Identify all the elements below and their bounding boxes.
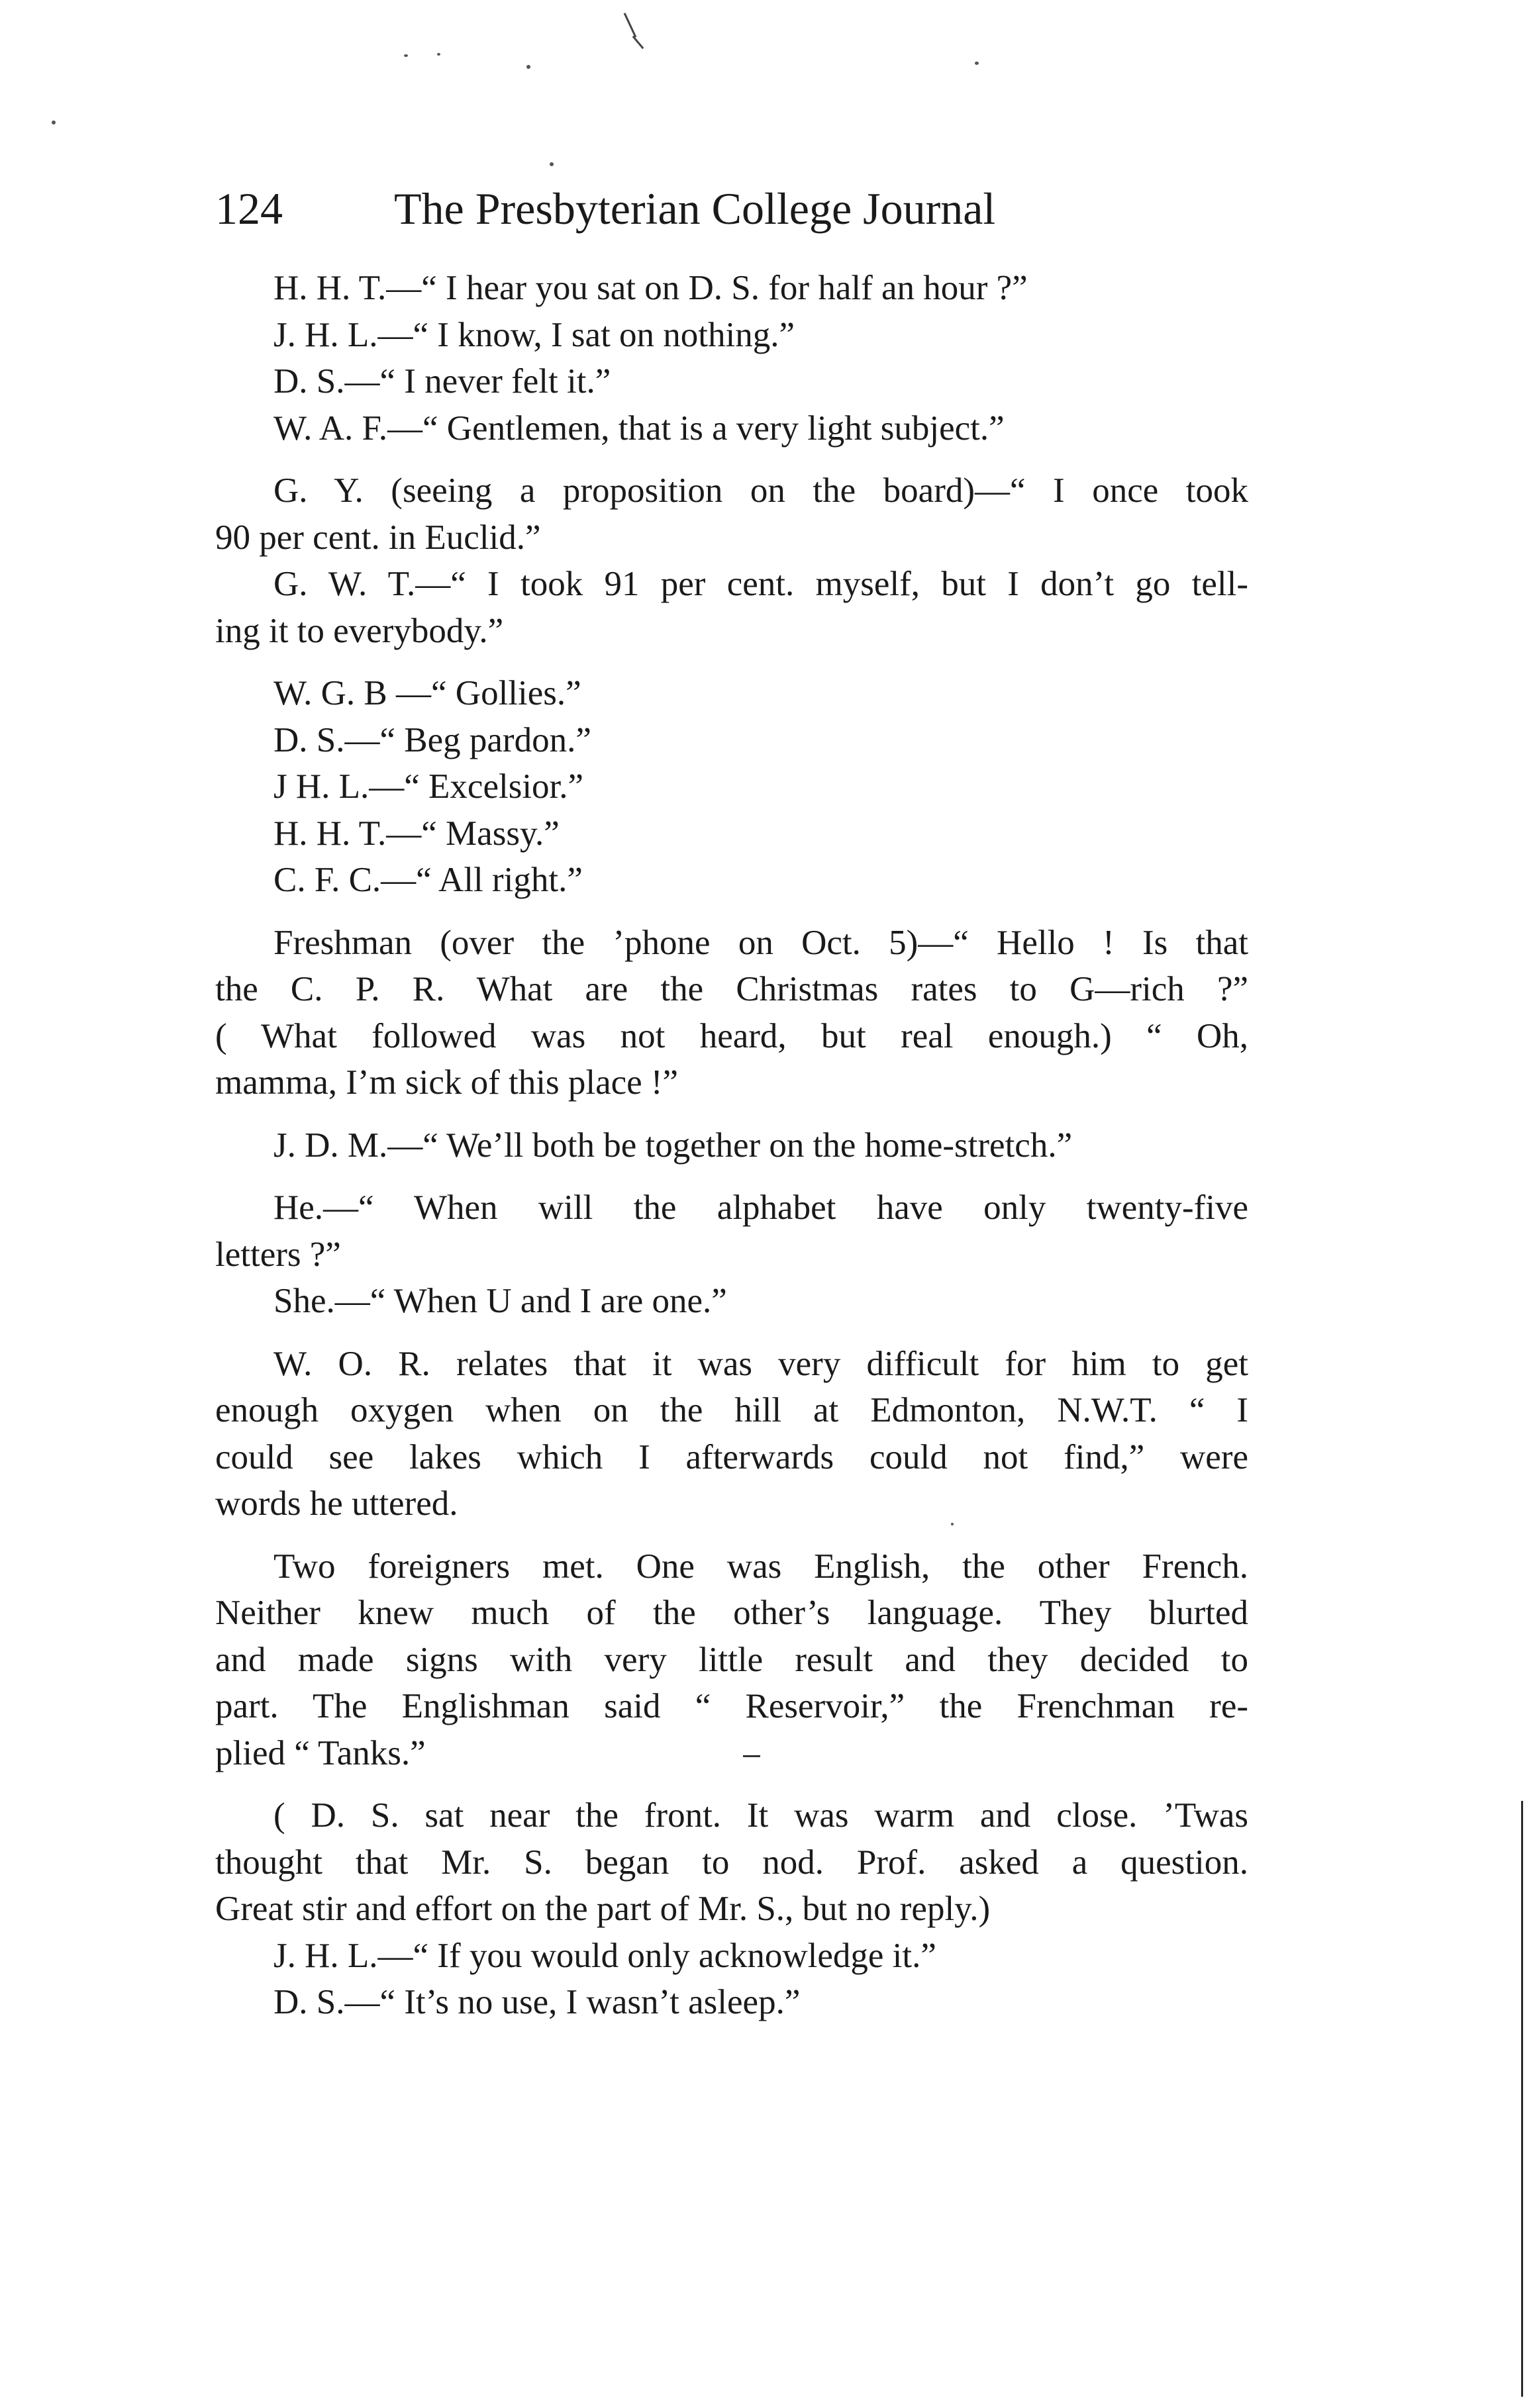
text-line: J. D. M.—“ We’ll both be together on the home-stretch.” (273, 1126, 1073, 1165)
text-line: letters ?” (215, 1235, 341, 1274)
text-line: Neither knew much of the other’s language. They blurted (215, 1594, 1248, 1632)
text-line: ( What followed was not heard, but real enough.) “ Oh, (215, 1016, 1248, 1055)
scan-speck (975, 62, 979, 65)
text-line: could see lakes which I afterwards could not find,” were (215, 1437, 1248, 1476)
page-edge-line (1521, 1801, 1523, 2397)
text-line: ing it to everybody.” (215, 611, 504, 650)
paragraph (215, 857, 1248, 904)
text-line: J. H. L.—“ I know, I sat on nothing.” (273, 315, 795, 354)
paragraph (215, 1933, 1248, 1980)
text-line: W. A. F.—“ Gentlemen, that is a very light subject.” (273, 409, 1005, 448)
page-number: 124 (215, 183, 283, 234)
paragraph (215, 810, 1248, 857)
scan-speck (437, 53, 440, 56)
paragraph (215, 561, 1248, 654)
text-line: W. G. B —“ Gollies.” (273, 674, 581, 712)
text-line: J H. L.—“ Excelsior.” (273, 767, 584, 806)
text-line: C. F. C.—“ All right.” (273, 861, 583, 899)
text-line: Great stir and effort on the part of Mr. S., but no reply.) (215, 1890, 991, 1928)
text-line: part. The Englishman said “ Reservoir,” the Frenchman re- (215, 1687, 1248, 1725)
paragraph (215, 1341, 1248, 1527)
paragraph (215, 670, 1248, 717)
text-line: D. S.—“ Beg pardon.” (273, 720, 591, 759)
scan-mark (632, 36, 644, 49)
text-line: D. S.—“ I never felt it.” (273, 362, 611, 401)
text-line: words he uttered. (215, 1484, 458, 1523)
text-line: H. H. T.—“ I hear you sat on D. S. for half an hour ?” (273, 269, 1028, 307)
paragraph (215, 1184, 1248, 1278)
paragraph (215, 717, 1248, 764)
text-line: thought that Mr. S. began to nod. Prof. asked a question. (215, 1843, 1248, 1882)
text-line: ( D. S. sat near the front. It was warm and close. ’Twas (273, 1796, 1248, 1835)
text-line: H. H. T.—“ Massy.” (273, 814, 560, 853)
paragraph (215, 763, 1248, 810)
paragraph (215, 1979, 1248, 2026)
text-line: G. Y. (seeing a proposition on the board)—“ I once took (273, 471, 1248, 510)
paragraph (215, 358, 1248, 405)
paragraph (215, 467, 1248, 561)
scan-dash (743, 1755, 760, 1757)
text-line: G. W. T.—“ I took 91 per cent. myself, but I don’t go tell- (273, 565, 1248, 603)
text-line: plied “ Tanks.” (215, 1733, 426, 1772)
journal-title: The Presbyterian College Journal (394, 183, 996, 234)
paragraph (215, 1543, 1248, 1777)
running-head (215, 179, 1156, 238)
paragraph (215, 405, 1248, 452)
paragraph (215, 920, 1248, 1106)
paragraph (215, 1122, 1248, 1169)
text-line: the C. P. R. What are the Christmas rates to G—rich ?” (215, 970, 1248, 1008)
paragraph (215, 312, 1248, 359)
scan-speck (550, 162, 554, 166)
body-text (215, 265, 1248, 2026)
text-line: mamma, I’m sick of this place !” (215, 1063, 679, 1102)
text-line: Two foreigners met. One was English, the other French. (273, 1547, 1248, 1586)
paragraph (215, 1278, 1248, 1325)
text-line: Freshman (over the ’phone on Oct. 5)—“ Hello ! Is that (273, 923, 1248, 962)
text-line: 90 per cent. in Euclid.” (215, 518, 541, 557)
text-line: D. S.—“ It’s no use, I wasn’t asleep.” (273, 1983, 801, 2021)
text-line: and made signs with very little result and they decided to (215, 1640, 1248, 1679)
text-line: W. O. R. relates that it was very difficult for him to get (273, 1344, 1248, 1383)
scan-speck (404, 54, 408, 57)
scan-speck (52, 120, 56, 124)
paragraph (215, 265, 1248, 312)
text-line: enough oxygen when on the hill at Edmonton, N.W.T. “ I (215, 1391, 1248, 1429)
text-line: He.—“ When will the alphabet have only twenty-five (273, 1188, 1248, 1227)
text-line: She.—“ When U and I are one.” (273, 1282, 727, 1320)
paragraph (215, 1792, 1248, 1933)
text-line: J. H. L.—“ If you would only acknowledge it.” (273, 1936, 936, 1975)
scan-mark (624, 13, 637, 38)
scan-speck (526, 65, 530, 69)
